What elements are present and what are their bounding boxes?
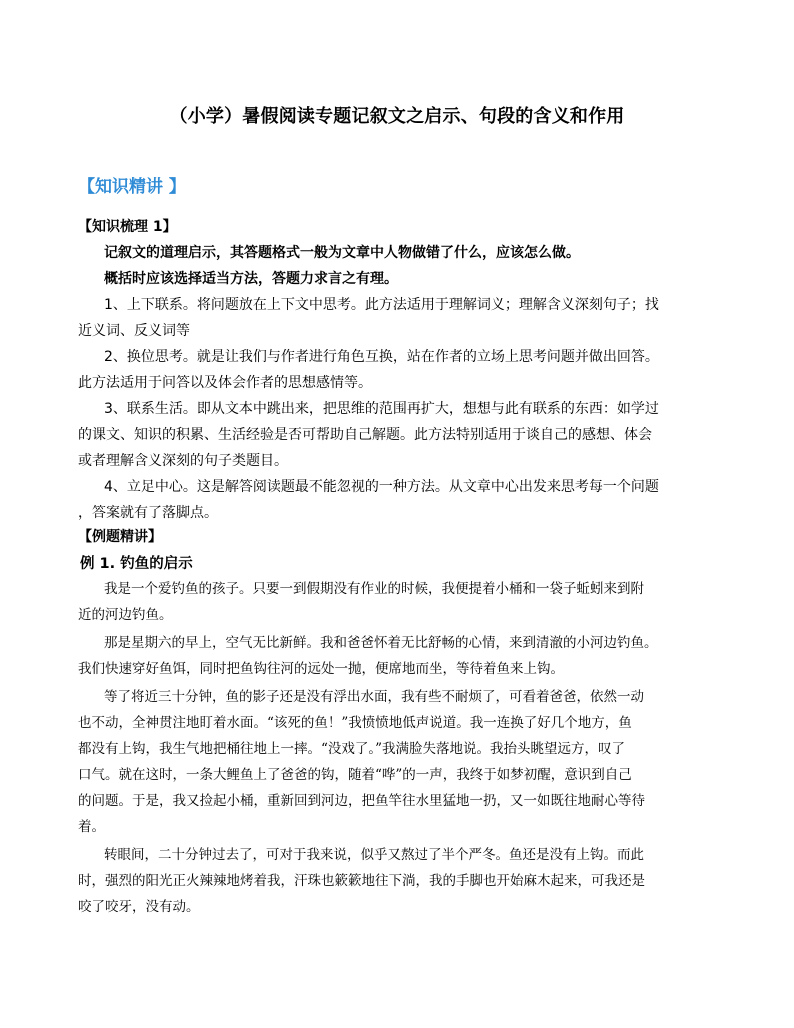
story-line: 我是一个爱钓鱼的孩子。只要一到假期没有作业的时候，我便提着小桶和一袋子蚯蚓来到附 [104,581,644,597]
story-line: 那是星期六的早上，空气无比新鲜。我和爸爸怀着无比舒畅的心情，来到清澈的小河边钓鱼。 [104,635,658,651]
story-line: 的问题。于是，我又捡起小桶，重新回到河边，把鱼竿往水里猛地一扔，又一如既往地耐心等待 [78,793,645,809]
story-line: 都没有上钩，我生气地把桶往地上一摔。“没戏了。”我满脸失落地说。我抬头眺望远方，叹了 [78,741,626,757]
knowledge-line: 此方法适用于问答以及体会作者的思想感情等。 [78,375,372,391]
knowledge-line: 记叙文的道理启示，其答题格式一般为文章中人物做错了什么，应该怎么做。 [104,245,580,261]
story-line: 我们快速穿好鱼饵，同时把鱼钩往河的远处一抛，便席地而坐，等待着鱼来上钩。 [78,661,564,677]
story-line: 着。 [78,819,105,835]
story-line: 等了将近三十分钟，鱼的影子还是没有浮出水面，我有些不耐烦了，可看着爸爸，依然一动 [104,689,644,705]
story-line: 口气。就在这时，一条大鲤鱼上了爸爸的钩，随着“哗”的一声，我终于如梦初醒，意识到自己 [78,767,632,783]
example-title: 例 1. 钓鱼的启示 [80,556,193,572]
section-heading-knowledge: 【知识精讲 】 [78,177,186,197]
knowledge-line: 近义词、反义词等 [78,323,190,339]
story-line: 咬了咬牙，没有动。 [78,899,200,915]
knowledge-line: 或者理解含义深刻的句子类题目。 [78,453,288,469]
knowledge-line: ，答案就有了落脚点。 [78,505,218,521]
knowledge-line: 4、立足中心。这是解答阅读题最不能忽视的一种方法。从文章中心出发来思考每一个问题 [104,479,659,495]
story-line: 转眼间，二十分钟过去了，可对于我来说，似乎又熬过了半个严冬。鱼还是没有上钩。而此 [104,847,644,863]
subheading-knowledge-review: 【知识梳理 1】 [78,219,177,235]
knowledge-line: 3、联系生活。即从文本中跳出来，把思维的范围再扩大，想想与此有联系的东西：如学过 [104,401,659,417]
knowledge-line: 2、换位思考。就是让我们与作者进行角色互换，站在作者的立场上思考问题并做出回答。 [104,349,659,365]
knowledge-line: 的课文、知识的积累、生活经验是否可帮助自己解题。此方法特别适用于谈自己的感想、体会 [78,427,652,443]
knowledge-line: 概括时应该选择适当方法，答题力求言之有理。 [104,271,398,287]
story-line: 近的河边钓鱼。 [78,607,173,623]
subheading-example: 【例题精讲】 [78,529,162,545]
story-line: 时，强烈的阳光正火辣辣地烤着我，汗珠也簌簌地往下淌，我的手脚也开始麻木起来，可我还是 [78,873,645,889]
knowledge-line: 1、上下联系。将问题放在上下文中思考。此方法适用于理解词义；理解含义深刻句子；找 [104,297,659,313]
page-title: （小学）暑假阅读专题记叙文之启示、句段的含义和作用 [169,106,625,127]
story-line: 也不动，全神贯注地盯着水面。“该死的鱼！”我愤愤地低声说道。我一连换了好几个地方，鱼 [78,715,632,731]
